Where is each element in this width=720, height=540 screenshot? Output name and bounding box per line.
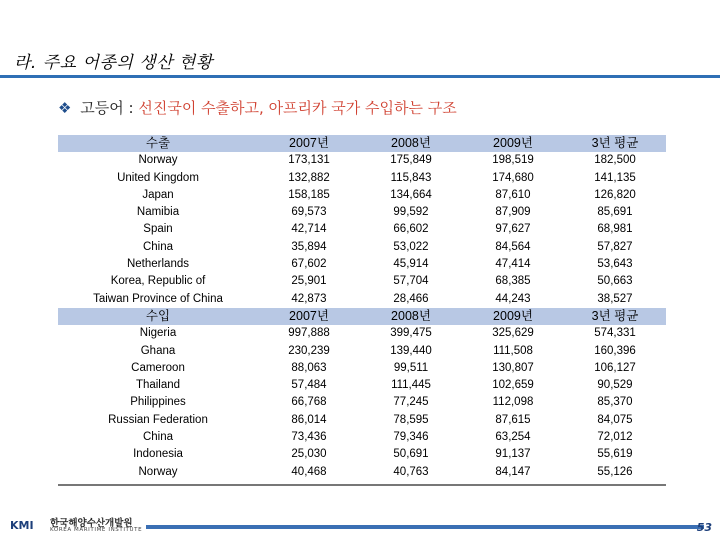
value-cell: 25,901 (291, 275, 327, 288)
value-cell: 158,185 (288, 188, 330, 201)
country-cell: Cameroon (131, 361, 185, 374)
table-section-header (58, 135, 666, 152)
country-cell: Indonesia (133, 448, 183, 461)
table-bottom-rule (58, 484, 666, 486)
value-cell: 66,602 (393, 223, 429, 236)
table-row (58, 239, 666, 256)
value-cell: 160,396 (594, 344, 636, 357)
value-cell: 139,440 (390, 344, 432, 357)
value-cell: 50,691 (393, 448, 429, 461)
value-cell: 198,519 (492, 154, 534, 167)
country-cell: Nigeria (139, 327, 177, 340)
logo-org-name: 한국해양수산개발원 (50, 518, 133, 529)
value-cell: 115,843 (390, 171, 432, 184)
value-cell: 35,894 (291, 240, 327, 253)
value-cell: 84,147 (495, 465, 531, 478)
value-cell: 45,914 (393, 258, 429, 271)
country-cell: Thailand (135, 379, 181, 392)
table-row (58, 412, 666, 429)
value-cell: 88,063 (291, 361, 327, 374)
value-cell: 97,627 (495, 223, 531, 236)
subtitle (58, 97, 457, 118)
value-cell: 141,135 (594, 171, 636, 184)
value-cell: 230,239 (288, 344, 330, 357)
value-cell: 44,243 (495, 292, 531, 305)
subtitle-text: 선진국이 수출하고, 아프리카 국가 수입하는 구조 (138, 99, 457, 117)
value-cell: 87,615 (495, 413, 531, 426)
logo-org-sub: KOREA MARITIME INSTITUTE (50, 527, 143, 533)
value-cell: 87,610 (495, 188, 531, 201)
table-row (58, 291, 666, 308)
value-cell: 55,619 (597, 448, 633, 461)
title-divider (0, 75, 720, 78)
logo-mark: KMI (10, 519, 34, 532)
footer-divider (146, 525, 704, 529)
value-cell: 40,763 (393, 465, 429, 478)
table-row (58, 273, 666, 290)
value-cell: 90,529 (597, 379, 633, 392)
value-cell: 72,012 (597, 431, 633, 444)
value-cell: 66,768 (291, 396, 327, 409)
value-cell: 182,500 (594, 154, 636, 167)
country-cell: Namibia (136, 206, 180, 219)
value-cell: 997,888 (288, 327, 330, 340)
country-cell: United Kingdom (117, 171, 199, 184)
table-row (58, 429, 666, 446)
country-cell: Ghana (140, 344, 176, 357)
trade-table (58, 135, 666, 481)
value-cell: 63,254 (495, 431, 531, 444)
value-cell: 175,849 (390, 154, 432, 167)
value-cell: 111,445 (391, 379, 431, 392)
value-cell: 67,602 (291, 258, 327, 271)
page-title: 라. 주요 어종의 생산 현황 (14, 53, 213, 73)
country-cell: Russian Federation (108, 413, 208, 426)
value-cell: 85,370 (597, 396, 633, 409)
value-cell: 99,511 (393, 361, 429, 374)
table-row (58, 221, 666, 238)
header-cell: 2009년 (462, 308, 564, 325)
value-cell: 86,014 (291, 413, 327, 426)
header-cell: 2008년 (360, 308, 462, 325)
value-cell: 53,643 (597, 258, 633, 271)
country-cell: Netherlands (126, 258, 189, 271)
value-cell: 25,030 (291, 448, 327, 461)
header-cell: 2009년 (462, 135, 564, 152)
value-cell: 42,714 (291, 223, 327, 236)
table-row (58, 170, 666, 187)
country-cell: China (142, 240, 174, 253)
header-cell: 3년 평균 (564, 308, 666, 325)
table-row (58, 187, 666, 204)
table-row (58, 204, 666, 221)
value-cell: 77,245 (393, 396, 429, 409)
header-cell: 3년 평균 (564, 135, 666, 152)
country-cell: Spain (143, 223, 173, 236)
value-cell: 38,527 (597, 292, 633, 305)
value-cell: 84,564 (495, 240, 531, 253)
country-cell: Taiwan Province of China (93, 292, 223, 305)
header-cell: 2007년 (258, 135, 360, 152)
value-cell: 99,592 (393, 206, 429, 219)
value-cell: 130,807 (492, 361, 534, 374)
table-row (58, 325, 666, 342)
subtitle-lead: 고등어 (80, 99, 124, 117)
diamond-bullet-icon: ❖ (58, 99, 72, 117)
value-cell: 53,022 (393, 240, 429, 253)
value-cell: 84,075 (597, 413, 633, 426)
value-cell: 57,827 (597, 240, 633, 253)
value-cell: 126,820 (594, 188, 636, 201)
value-cell: 50,663 (597, 275, 633, 288)
value-cell: 91,137 (495, 448, 531, 461)
value-cell: 68,981 (597, 223, 633, 236)
header-cell: 2008년 (360, 135, 462, 152)
country-cell: Philippines (130, 396, 186, 409)
value-cell: 79,346 (393, 431, 429, 444)
value-cell: 57,704 (393, 275, 429, 288)
value-cell: 57,484 (291, 379, 327, 392)
country-cell: China (142, 431, 174, 444)
value-cell: 574,331 (594, 327, 636, 340)
value-cell: 85,691 (597, 206, 633, 219)
country-cell: Norway (138, 154, 178, 167)
table-row (58, 360, 666, 377)
value-cell: 73,436 (291, 431, 327, 444)
table-row (58, 377, 666, 394)
table-section-header (58, 308, 666, 325)
header-cell: 수입 (58, 308, 258, 325)
value-cell: 69,573 (291, 206, 327, 219)
table-row (58, 464, 666, 481)
table-row (58, 152, 666, 169)
subtitle-separator: : (128, 99, 134, 117)
value-cell: 174,680 (492, 171, 534, 184)
header-cell: 수출 (58, 135, 258, 152)
country-cell: Japan (142, 188, 174, 201)
value-cell: 132,882 (288, 171, 330, 184)
table-row (58, 446, 666, 463)
country-cell: Norway (138, 465, 178, 478)
value-cell: 111,508 (493, 344, 533, 357)
value-cell: 47,414 (495, 258, 531, 271)
value-cell: 325,629 (492, 327, 534, 340)
value-cell: 106,127 (594, 361, 636, 374)
value-cell: 40,468 (291, 465, 327, 478)
value-cell: 112,098 (492, 396, 534, 409)
value-cell: 78,595 (393, 413, 429, 426)
value-cell: 68,385 (495, 275, 531, 288)
table-row (58, 343, 666, 360)
value-cell: 55,126 (597, 465, 633, 478)
table-row (58, 256, 666, 273)
value-cell: 28,466 (393, 292, 429, 305)
value-cell: 87,909 (495, 206, 531, 219)
page-number: 53 (696, 521, 712, 534)
value-cell: 399,475 (390, 327, 432, 340)
value-cell: 42,873 (291, 292, 327, 305)
value-cell: 173,131 (288, 154, 330, 167)
country-cell: Korea, Republic of (110, 275, 206, 288)
value-cell: 134,664 (390, 188, 432, 201)
header-cell: 2007년 (258, 308, 360, 325)
value-cell: 102,659 (492, 379, 534, 392)
table-row (58, 394, 666, 411)
kmi-logo (10, 515, 150, 537)
